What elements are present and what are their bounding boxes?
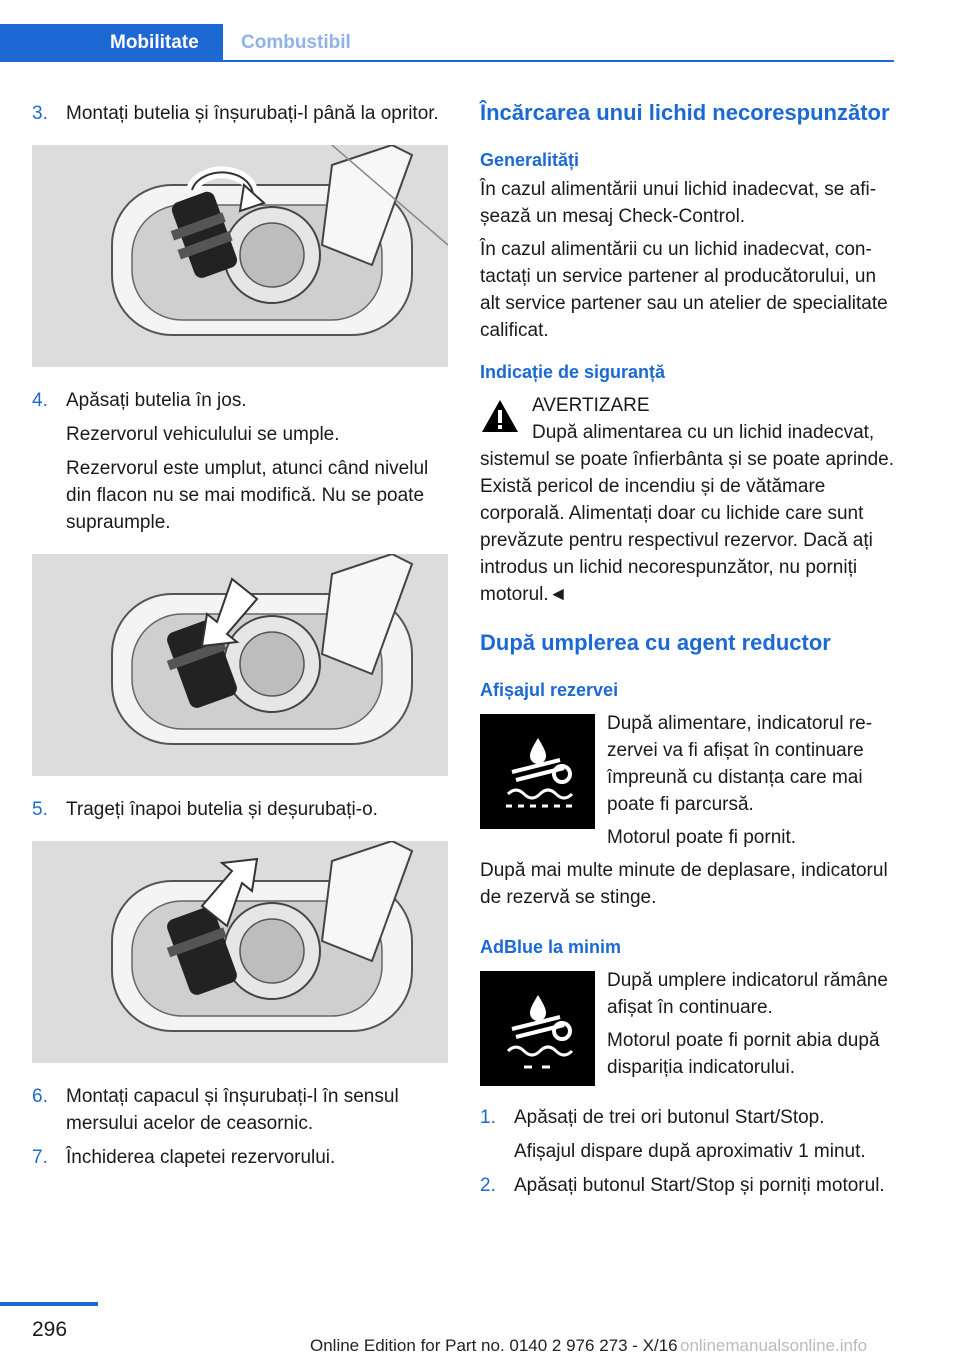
reserve-heading: Afișajul rezervei (480, 680, 619, 700)
adblue-minimum-icon (480, 971, 595, 1086)
warning-text: După alimentarea cu un lichid inadecvat, sistemul se poate înfierbânta și se poate aprinde. Există pericol de incendiu și de vătămare corporală. Alimentați doar cu lichide care sunt prevăzute pentru respectivul rezervor. Dacă ați introdus un lichid necorespunzător, nu porniți motorul.◄ (480, 422, 895, 605)
tab-combustibil[interactable]: Combustibil (241, 32, 351, 53)
edition-text: Online Edition for Part no. 0140 2 976 273 - X/16 (310, 1336, 678, 1355)
step-7 (32, 1144, 448, 1171)
step-number: 2. (480, 1175, 496, 1196)
step-text: Montați butelia și înșurubați-l până la opritor. (66, 103, 439, 124)
right-column (480, 100, 898, 1206)
step-subtext: Afișajul dispare după aproximativ 1 minut. (514, 1141, 866, 1162)
safety-heading: Indicație de siguranță (480, 362, 666, 382)
reductant-level-icon (480, 714, 595, 829)
left-column (32, 100, 448, 1178)
adblue-paragraph-2: Motorul poate fi pornit abia după dispariția indicatorului. (607, 1030, 880, 1078)
general-paragraph-1: În cazul alimentării unui lichid inadecvat, se afișează un mesaj Check-Control. (480, 179, 877, 227)
step-number: 4. (32, 390, 48, 411)
step-text: Apăsați de trei ori butonul Start/Stop. (514, 1107, 825, 1128)
general-heading: Generalități (480, 150, 580, 170)
step-subtext: Rezervorul este umplut, atunci când nivelul din flacon nu se mai modifică. Nu se poate supraumple. (66, 458, 429, 533)
warning-block (480, 392, 898, 608)
reserve-block (480, 710, 898, 911)
step-2 (480, 1172, 898, 1199)
step-6 (32, 1083, 448, 1137)
step-text: Închiderea clapetei rezervorului. (66, 1147, 336, 1168)
step-subtext: Rezervorul vehiculului se umple. (66, 424, 340, 445)
warning-triangle-icon (480, 398, 520, 434)
photo-mount-bottle (32, 145, 448, 367)
tab-mobilitate[interactable]: Mobilitate (0, 24, 223, 62)
page-number: 296 (32, 1318, 68, 1341)
warning-label: AVERTIZARE (532, 395, 650, 416)
step-number: 1. (480, 1107, 496, 1128)
step-3 (32, 100, 448, 127)
step-number: 5. (32, 799, 48, 820)
after-refill-title: După umplerea cu agent reductor (480, 630, 831, 655)
step-5 (32, 796, 448, 823)
step-number: 6. (32, 1086, 48, 1107)
reserve-paragraph-3: După mai multe minute de deplasare, indicatorul de rezervă se stinge. (480, 860, 888, 908)
step-number: 3. (32, 103, 48, 124)
adblue-block (480, 967, 898, 1092)
watermark-text: onlinemanualsonline.info (680, 1336, 868, 1355)
general-paragraph-2: În cazul alimentării cu un lichid inadecvat, contactați un service partener al producătorului, un alt service partener sau un atelier de specialitate calificat. (480, 239, 888, 341)
step-number: 7. (32, 1147, 48, 1168)
step-text: Apăsați butonul Start/Stop și porniți motorul. (514, 1175, 885, 1196)
adblue-heading: AdBlue la minim (480, 937, 622, 957)
header-tabbar (0, 24, 894, 62)
reserve-paragraph-2: Motorul poate fi pornit. (607, 827, 797, 848)
step-4 (32, 387, 448, 536)
footer-accent-line (0, 1302, 98, 1306)
step-1 (480, 1104, 898, 1165)
photo-remove-bottle (32, 841, 448, 1063)
step-text: Trageți înapoi butelia și deșurubați-o. (66, 799, 378, 820)
section-title: Încărcarea unui lichid necorespunzător (480, 100, 890, 125)
photo-press-bottle (32, 554, 448, 776)
adblue-paragraph-1: După umplere indicatorul rămâne afișat în continuare. (607, 970, 888, 1018)
step-text: Montați capacul și înșurubați-l în sensul mersului acelor de ceasornic. (66, 1086, 399, 1134)
reserve-paragraph-1: După alimentare, indicatorul rezervei va fi afișat în continuare împreună cu distanța care mai poate fi parcursă. (607, 713, 873, 815)
step-text: Apăsați butelia în jos. (66, 390, 247, 411)
